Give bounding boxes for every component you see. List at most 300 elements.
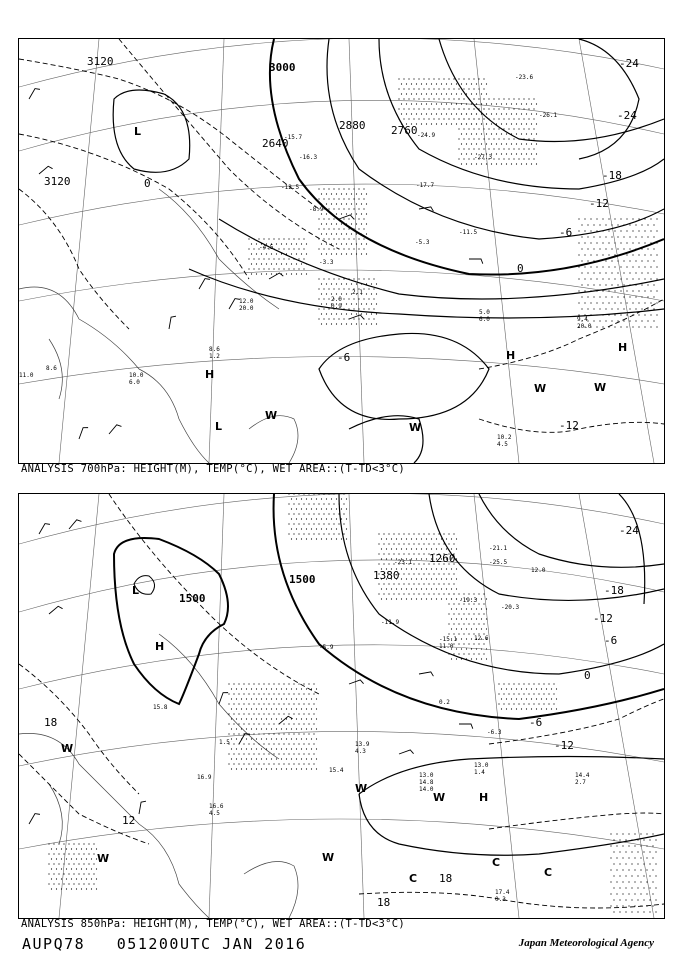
height-label: 2880	[339, 119, 366, 132]
wet-dot	[271, 263, 272, 264]
temp-label: -24	[619, 524, 639, 537]
wet-dot	[443, 583, 444, 584]
wet-dot	[521, 113, 522, 114]
station-dewpoint-depression: 20.0	[577, 323, 592, 330]
wet-dot	[587, 272, 588, 273]
temp-label: -24	[619, 57, 639, 70]
wet-dot	[431, 578, 432, 579]
wet-dot	[649, 875, 650, 876]
wet-dot	[625, 851, 626, 852]
wet-dot	[635, 272, 636, 273]
wet-dot	[76, 888, 77, 889]
wet-dot	[268, 723, 269, 724]
wet-dot	[408, 553, 409, 554]
wet-dot	[448, 573, 449, 574]
wet-dot	[278, 268, 279, 269]
wet-dot	[617, 272, 618, 273]
wet-dot	[81, 848, 82, 849]
wet-dot	[293, 513, 294, 514]
agency-credit: Japan Meteorological Agency	[518, 937, 654, 949]
wet-dot	[428, 108, 429, 109]
wet-dot	[288, 268, 289, 269]
wet-dot	[498, 683, 499, 684]
wet-dot	[311, 748, 312, 749]
wet-dot	[361, 243, 362, 244]
wet-dot	[436, 578, 437, 579]
wet-dot	[321, 538, 322, 539]
wet-dot	[351, 223, 352, 224]
wet-dot	[253, 693, 254, 694]
wet-dot	[358, 298, 359, 299]
wet-dot	[491, 103, 492, 104]
wet-dot	[48, 873, 49, 874]
wet-dot	[644, 326, 645, 327]
wet-dot	[306, 698, 307, 699]
wet-dot	[86, 858, 87, 859]
wet-dot	[653, 284, 654, 285]
wet-dot	[466, 153, 467, 154]
wet-dot	[538, 683, 539, 684]
wet-dot	[396, 588, 397, 589]
wet-dot	[496, 133, 497, 134]
wet-dot	[363, 238, 364, 239]
wet-dot	[637, 863, 638, 864]
wet-dot	[526, 133, 527, 134]
wet-dot	[298, 513, 299, 514]
wet-dot	[471, 113, 472, 114]
wet-dot	[493, 138, 494, 139]
wet-dot	[610, 893, 611, 894]
wet-dot	[61, 888, 62, 889]
wet-dot	[318, 288, 319, 289]
wet-dot	[311, 518, 312, 519]
wet-dot	[238, 753, 239, 754]
wet-dot	[316, 748, 317, 749]
wet-dot	[256, 688, 257, 689]
wet-dot	[321, 253, 322, 254]
temp-label: 18	[44, 716, 58, 729]
wet-dot	[531, 103, 532, 104]
wet-dot	[333, 228, 334, 229]
wet-dot	[251, 253, 252, 254]
wet-dot	[268, 693, 269, 694]
wet-dot	[301, 263, 302, 264]
wet-dot	[431, 598, 432, 599]
wet-dot	[503, 138, 504, 139]
wet-dot	[486, 123, 487, 124]
wet-dot	[268, 268, 269, 269]
wet-dot	[256, 243, 257, 244]
wet-dot	[286, 768, 287, 769]
wet-dot	[644, 314, 645, 315]
wet-dot	[273, 268, 274, 269]
wet-dot	[516, 153, 517, 154]
wet-dot	[626, 290, 627, 291]
wet-dot	[321, 313, 322, 314]
wet-dot	[288, 713, 289, 714]
high-marker: H	[155, 640, 165, 653]
wet-dot	[328, 523, 329, 524]
wet-dot	[468, 158, 469, 159]
wet-dot	[333, 198, 334, 199]
station-temp: -23.1	[394, 559, 413, 566]
wet-dot	[616, 869, 617, 870]
wet-dot	[655, 851, 656, 852]
wet-dot	[548, 683, 549, 684]
wet-dot	[634, 857, 635, 858]
wet-dot	[336, 528, 337, 529]
station-temp: 0.2	[439, 699, 450, 706]
wet-dot	[473, 98, 474, 99]
wet-dot	[368, 308, 369, 309]
wet-dot	[253, 703, 254, 704]
wet-dot	[635, 308, 636, 309]
station-temp: 11.0	[19, 372, 34, 379]
wet-dot	[541, 708, 542, 709]
wet-dot	[506, 133, 507, 134]
wet-dot	[406, 93, 407, 94]
wet-dot	[326, 528, 327, 529]
wet-dot	[291, 758, 292, 759]
wet-dot	[463, 653, 464, 654]
wet-dot	[338, 188, 339, 189]
wet-dot	[451, 93, 452, 94]
wet-dot	[358, 318, 359, 319]
wet-dot	[523, 703, 524, 704]
wet-dot	[416, 83, 417, 84]
wet-dot	[341, 293, 342, 294]
wet-dot	[373, 308, 374, 309]
wet-dot	[358, 218, 359, 219]
wet-dot	[348, 208, 349, 209]
wet-dot	[306, 538, 307, 539]
wet-dot	[268, 713, 269, 714]
wet-dot	[433, 583, 434, 584]
wet-dot	[491, 113, 492, 114]
wet-dot	[622, 845, 623, 846]
wet-dot	[363, 248, 364, 249]
wet-dot	[649, 839, 650, 840]
chart-header	[22, 935, 306, 953]
wet-dot	[326, 498, 327, 499]
wet-dot	[71, 848, 72, 849]
wet-dot	[358, 208, 359, 209]
wet-dot	[336, 323, 337, 324]
wet-dot	[533, 703, 534, 704]
wet-dot	[436, 598, 437, 599]
wet-dot	[248, 743, 249, 744]
wet-dot	[584, 302, 585, 303]
wet-dot	[228, 733, 229, 734]
wet-dot	[456, 598, 457, 599]
wet-dot	[453, 653, 454, 654]
wet-dot	[263, 238, 264, 239]
wet-dot	[58, 873, 59, 874]
wet-dot	[353, 298, 354, 299]
wet-dot	[466, 133, 467, 134]
wet-dot	[634, 893, 635, 894]
wet-dot	[371, 303, 372, 304]
wet-dot	[361, 193, 362, 194]
wet-dot	[646, 833, 647, 834]
wet-dot	[336, 538, 337, 539]
wet-dot	[248, 258, 249, 259]
wet-dot	[521, 133, 522, 134]
wet-dot	[605, 260, 606, 261]
wet-dot	[646, 857, 647, 858]
station-temp: -11.5	[459, 229, 478, 236]
wet-dot	[258, 258, 259, 259]
station-temp: 2.0	[331, 296, 342, 303]
wet-dot	[611, 320, 612, 321]
wet-dot	[468, 108, 469, 109]
wet-dot	[286, 688, 287, 689]
wet-dot	[293, 753, 294, 754]
wet-dot	[91, 858, 92, 859]
wet-dot	[481, 608, 482, 609]
wet-dot	[246, 718, 247, 719]
wet-dot	[366, 303, 367, 304]
wet-dot	[408, 98, 409, 99]
wet-dot	[71, 878, 72, 879]
wet-dot	[236, 718, 237, 719]
wet-dot	[288, 753, 289, 754]
wet-dot	[273, 693, 274, 694]
wet-dot	[228, 683, 229, 684]
wind-barb	[199, 279, 210, 289]
wet-dot	[620, 302, 621, 303]
wind-barb	[349, 315, 364, 319]
wet-dot	[398, 543, 399, 544]
wet-dot	[590, 218, 591, 219]
wet-dot	[508, 128, 509, 129]
wet-dot	[640, 869, 641, 870]
wet-dot	[233, 763, 234, 764]
wet-dot	[411, 103, 412, 104]
wet-dot	[632, 242, 633, 243]
wet-dot	[471, 93, 472, 94]
wet-dot	[481, 93, 482, 94]
wet-dot	[578, 290, 579, 291]
coastline	[19, 189, 298, 463]
warm-marker: W	[322, 851, 335, 864]
wet-dot	[486, 618, 487, 619]
wet-dot	[590, 230, 591, 231]
wet-dot	[593, 296, 594, 297]
wet-dot	[478, 603, 479, 604]
wet-dot	[411, 568, 412, 569]
wet-dot	[503, 158, 504, 159]
wet-dot	[436, 93, 437, 94]
wet-dot	[343, 318, 344, 319]
wet-dot	[652, 869, 653, 870]
wet-dot	[303, 763, 304, 764]
wet-dot	[406, 568, 407, 569]
wet-dot	[584, 254, 585, 255]
wet-dot	[301, 698, 302, 699]
wind-barb	[49, 606, 63, 614]
wet-dot	[423, 78, 424, 79]
wet-dot	[398, 553, 399, 554]
warm-marker: W	[534, 382, 547, 395]
wet-dot	[473, 623, 474, 624]
wet-dot	[403, 583, 404, 584]
wet-dot	[438, 108, 439, 109]
wet-dot	[256, 708, 257, 709]
wet-dot	[508, 108, 509, 109]
wet-dot	[406, 578, 407, 579]
wet-dot	[311, 508, 312, 509]
wet-dot	[331, 518, 332, 519]
wet-dot	[620, 218, 621, 219]
wet-dot	[296, 708, 297, 709]
station-temp: 11.0	[439, 643, 454, 650]
wet-dot	[311, 538, 312, 539]
wet-dot	[619, 887, 620, 888]
wet-dot	[438, 118, 439, 119]
wet-dot	[293, 494, 294, 495]
wet-dot	[361, 323, 362, 324]
wet-dot	[58, 883, 59, 884]
wet-dot	[483, 603, 484, 604]
wet-dot	[363, 308, 364, 309]
wet-dot	[426, 548, 427, 549]
wet-dot	[453, 78, 454, 79]
wet-dot	[243, 683, 244, 684]
wet-dot	[253, 733, 254, 734]
wet-dot	[286, 698, 287, 699]
wet-dot	[446, 113, 447, 114]
wind-barb	[419, 672, 433, 676]
wet-dot	[326, 293, 327, 294]
wet-dot	[306, 708, 307, 709]
wet-dot	[463, 158, 464, 159]
wet-dot	[501, 123, 502, 124]
wet-dot	[308, 703, 309, 704]
wet-dot	[273, 723, 274, 724]
wet-dot	[656, 266, 657, 267]
wet-dot	[461, 608, 462, 609]
wet-dot	[548, 693, 549, 694]
wet-dot	[298, 494, 299, 495]
wet-dot	[431, 93, 432, 94]
wet-dot	[248, 693, 249, 694]
wet-dot	[256, 748, 257, 749]
wet-dot	[638, 302, 639, 303]
height-label: 2640	[262, 137, 289, 150]
wind-barb	[29, 89, 40, 99]
wet-dot	[511, 143, 512, 144]
wet-dot	[298, 683, 299, 684]
wet-dot	[453, 88, 454, 89]
wet-dot	[486, 608, 487, 609]
wet-dot	[473, 78, 474, 79]
wet-dot	[526, 698, 527, 699]
wet-dot	[306, 738, 307, 739]
wet-dot	[631, 911, 632, 912]
wet-dot	[88, 843, 89, 844]
wet-dot	[528, 118, 529, 119]
wet-dot	[628, 845, 629, 846]
wet-dot	[408, 593, 409, 594]
wet-dot	[356, 213, 357, 214]
chart-id: AUPQ78	[22, 935, 86, 953]
wet-dot	[291, 528, 292, 529]
wet-dot	[288, 693, 289, 694]
wet-dot	[281, 688, 282, 689]
wet-dot	[483, 108, 484, 109]
wet-dot	[323, 278, 324, 279]
wet-dot	[301, 688, 302, 689]
wet-dot	[466, 113, 467, 114]
wet-dot	[316, 508, 317, 509]
station-temp: -4.5	[259, 244, 274, 251]
wet-dot	[408, 108, 409, 109]
wet-dot	[406, 598, 407, 599]
low-marker: L	[132, 584, 140, 597]
wet-dot	[513, 118, 514, 119]
wet-dot	[348, 218, 349, 219]
wet-dot	[481, 598, 482, 599]
wet-dot	[468, 128, 469, 129]
wet-dot	[266, 263, 267, 264]
wet-dot	[632, 218, 633, 219]
wet-dot	[306, 518, 307, 519]
wet-dot	[283, 258, 284, 259]
wet-dot	[236, 688, 237, 689]
wet-dot	[421, 578, 422, 579]
wet-dot	[413, 563, 414, 564]
wet-dot	[336, 283, 337, 284]
wet-dot	[616, 833, 617, 834]
wet-dot	[498, 703, 499, 704]
temp-label: -6	[604, 634, 618, 647]
wet-dot	[256, 758, 257, 759]
wet-dot	[311, 738, 312, 739]
wet-dot	[441, 588, 442, 589]
wet-dot	[436, 83, 437, 84]
wet-dot	[468, 118, 469, 119]
wet-dot	[403, 573, 404, 574]
wet-dot	[328, 248, 329, 249]
wet-dot	[313, 753, 314, 754]
wet-dot	[271, 738, 272, 739]
wet-dot	[238, 723, 239, 724]
wet-dot	[541, 698, 542, 699]
wet-dot	[473, 148, 474, 149]
wet-dot	[521, 123, 522, 124]
wet-dot	[436, 538, 437, 539]
wet-dot	[291, 518, 292, 519]
wet-dot	[298, 763, 299, 764]
wet-dot	[251, 698, 252, 699]
wet-dot	[246, 698, 247, 699]
wet-dot	[231, 748, 232, 749]
wet-dot	[411, 83, 412, 84]
wet-dot	[251, 718, 252, 719]
wet-dot	[233, 753, 234, 754]
wet-dot	[634, 881, 635, 882]
wet-dot	[644, 302, 645, 303]
station-temp: -11.9	[381, 619, 400, 626]
wet-dot	[78, 883, 79, 884]
wet-dot	[483, 118, 484, 119]
wet-dot	[625, 899, 626, 900]
station-temp: 12.6	[474, 635, 489, 642]
wet-dot	[446, 538, 447, 539]
wet-dot	[653, 296, 654, 297]
station-temp: 12.0	[531, 567, 546, 574]
